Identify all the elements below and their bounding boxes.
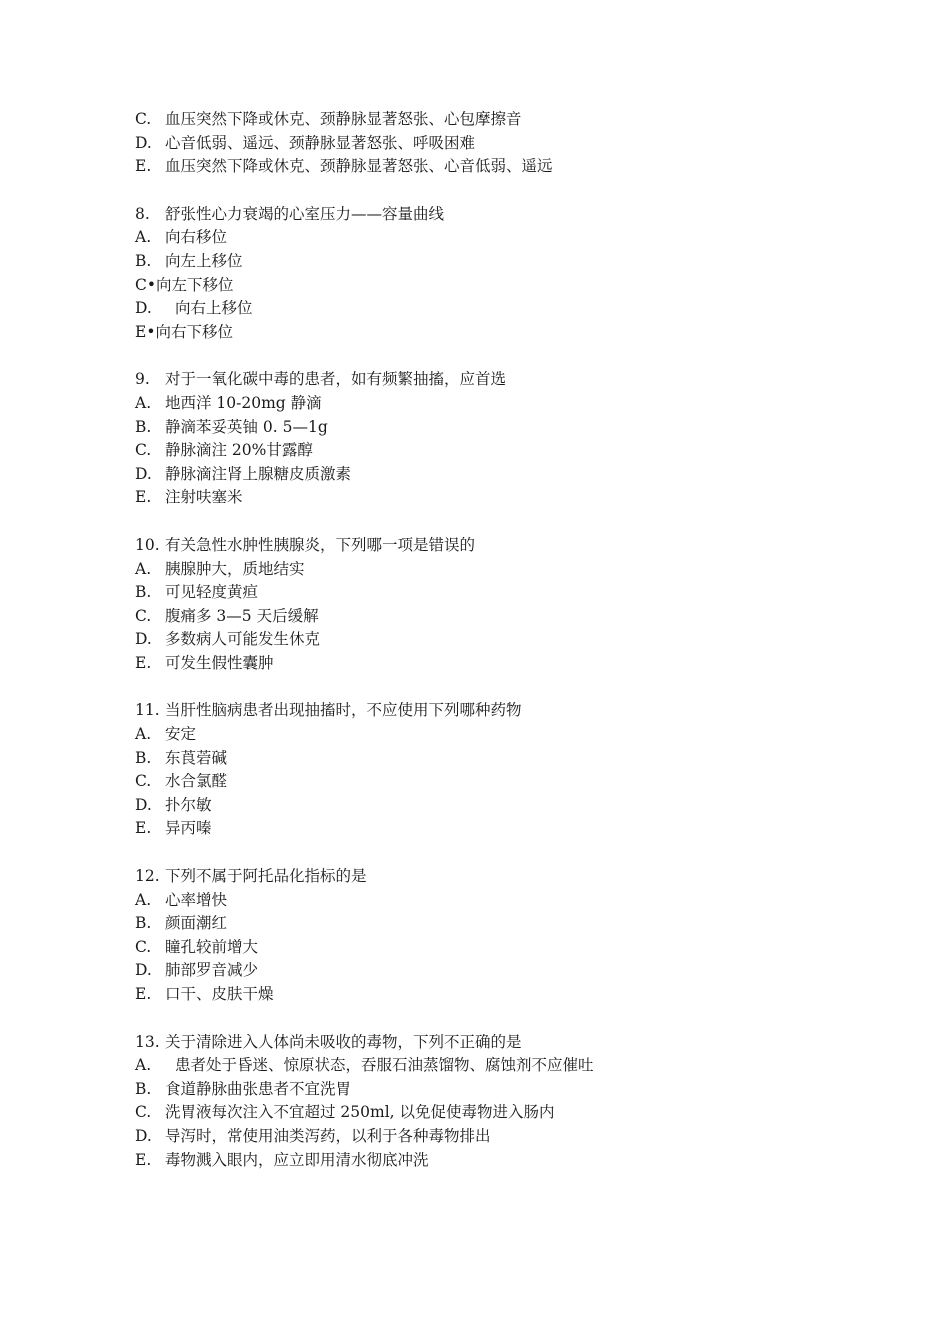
option-text: 水合氯醛 <box>165 772 228 791</box>
option-line <box>135 889 895 913</box>
question-block <box>135 699 895 841</box>
option-text: 血压突然下降或休克、颈静脉显著怒张、心包摩擦音 <box>165 110 522 128</box>
option-line <box>135 817 895 841</box>
document-page <box>135 108 895 1172</box>
option-line <box>135 392 895 416</box>
question-line <box>135 865 895 889</box>
question-line <box>135 203 895 227</box>
option-line <box>135 747 895 771</box>
option-label: A. <box>135 228 152 247</box>
question-block <box>135 865 895 1007</box>
option-line <box>135 1101 895 1125</box>
option-label: D. <box>135 1126 152 1145</box>
option-text: 瞳孔较前增大 <box>165 937 259 956</box>
option-text: 异丙嗪 <box>165 819 212 838</box>
block-spacer <box>135 841 895 865</box>
option-text: 颜面潮红 <box>165 914 228 933</box>
question-block <box>135 108 895 179</box>
option-line <box>135 1054 895 1078</box>
option-line <box>135 652 895 676</box>
option-label: D. <box>135 795 152 814</box>
option-text: 食道静脉曲张患者不宜洗胃 <box>165 1079 352 1098</box>
question-block <box>135 1031 895 1173</box>
block-spacer <box>135 344 895 368</box>
option-text: 血压突然下降或休克、颈静脉显著怒张、心音低弱、遥远 <box>165 157 553 176</box>
option-line <box>135 959 895 983</box>
option-text: 向右移位 <box>165 228 228 247</box>
option-line <box>135 1078 895 1102</box>
option-label: B. <box>135 583 152 602</box>
option-line <box>135 794 895 818</box>
option-line <box>135 416 895 440</box>
block-spacer <box>135 510 895 534</box>
option-line <box>135 321 895 345</box>
option-label: A. <box>135 890 152 909</box>
option-label: C. <box>135 1103 152 1122</box>
option-label: D. <box>135 133 152 152</box>
option-text: 口干、皮肤干燥 <box>165 985 274 1003</box>
option-label: D. <box>135 464 152 483</box>
question-block <box>135 368 895 510</box>
option-label: C. <box>135 772 152 791</box>
option-text: 静滴苯妥英铀 0. 5—1g <box>165 417 328 436</box>
option-text: 可见轻度黄疸 <box>165 583 259 602</box>
option-label: D. <box>135 961 152 980</box>
option-label: C. <box>135 606 152 625</box>
option-text: 胰腺肿大，质地结实 <box>165 559 305 578</box>
option-text: 地西洋 10-20mg 静滴 <box>165 393 322 412</box>
option-text: 注射呋塞米 <box>165 488 243 507</box>
option-label: E. <box>135 653 152 672</box>
question-text: 舒张性心力衰竭的心室压力——容量曲线 <box>165 204 445 223</box>
option-line <box>135 155 895 179</box>
option-line <box>135 912 895 936</box>
option-text: 肺部罗音减少 <box>165 961 259 980</box>
option-text: 多数病人可能发生休克 <box>165 630 321 649</box>
option-text: 向左下移位 <box>156 275 234 294</box>
option-line <box>135 108 895 132</box>
block-spacer <box>135 675 895 699</box>
option-label: B. <box>135 748 152 767</box>
block-spacer <box>135 179 895 203</box>
question-text: 有关急性水肿性胰腺炎，下列哪一项是错误的 <box>165 535 476 554</box>
option-line <box>135 558 895 582</box>
question-number: 9. <box>135 370 150 389</box>
question-text: 对于一氧化碳中毒的患者，如有频繁抽搐，应首选 <box>165 370 507 389</box>
option-text: 静脉滴注 20%甘露醇 <box>165 441 313 460</box>
option-text: 心率增快 <box>165 890 228 909</box>
option-label: C. <box>135 937 152 956</box>
option-line <box>135 274 895 298</box>
option-label: B. <box>135 914 152 933</box>
option-label: E. <box>135 985 152 1003</box>
option-label: E• <box>135 322 156 341</box>
option-label: C. <box>135 441 152 460</box>
option-text: 向左上移位 <box>165 251 243 270</box>
option-label: E. <box>135 1150 152 1169</box>
question-block <box>135 534 895 676</box>
option-label: E. <box>135 819 152 838</box>
option-text: 洗胃液每次注入不宜超过 250ml, 以免促使毒物进入肠内 <box>165 1103 555 1122</box>
question-number: 10. <box>135 535 160 554</box>
option-text: 向右上移位 <box>175 299 253 318</box>
option-text: 东莨菪碱 <box>165 748 228 767</box>
option-line <box>135 250 895 274</box>
block-spacer <box>135 1007 895 1031</box>
option-label: E. <box>135 488 152 507</box>
question-number: 11. <box>135 701 160 720</box>
option-label: C• <box>135 275 157 294</box>
option-line <box>135 226 895 250</box>
option-label: D. <box>135 299 152 318</box>
option-line <box>135 486 895 510</box>
question-line <box>135 1031 895 1055</box>
option-text: 静脉滴注肾上腺糖皮质激素 <box>165 464 352 483</box>
question-text: 关于清除进入人体尚未吸收的毒物，下列不正确的是 <box>165 1032 522 1051</box>
option-text: 腹痛多 3—5 天后缓解 <box>165 606 319 625</box>
option-text: 毒物溅入眼内，应立即用清水彻底冲洗 <box>165 1150 429 1169</box>
option-line <box>135 605 895 629</box>
option-line <box>135 1149 895 1173</box>
option-line <box>135 1125 895 1149</box>
option-label: B. <box>135 1079 152 1098</box>
option-line <box>135 463 895 487</box>
option-line <box>135 439 895 463</box>
question-number: 13. <box>135 1032 160 1051</box>
option-text: 心音低弱、遥远、颈静脉显著怒张、呼吸困难 <box>165 133 476 152</box>
option-label: D. <box>135 630 152 649</box>
option-label: A. <box>135 1056 152 1075</box>
question-text: 下列不属于阿托品化指标的是 <box>165 867 367 886</box>
option-text: 导泻时，常使用油类泻药，以利于各种毒物排出 <box>165 1126 491 1145</box>
option-label: B. <box>135 251 152 270</box>
option-label: A. <box>135 725 152 744</box>
option-text: 可发生假性囊肿 <box>165 653 274 672</box>
option-text: 患者处于昏迷、惊原状态，吞服石油蒸馏物、腐蚀剂不应催吐 <box>175 1056 594 1075</box>
question-line <box>135 699 895 723</box>
question-block <box>135 203 895 345</box>
option-line <box>135 936 895 960</box>
question-line <box>135 534 895 558</box>
option-text: 扑尔敏 <box>165 795 212 814</box>
question-line <box>135 368 895 392</box>
option-label: A. <box>135 393 152 412</box>
question-number: 8. <box>135 204 150 223</box>
option-line <box>135 297 895 321</box>
option-label: E. <box>135 157 152 176</box>
question-number: 12. <box>135 867 160 886</box>
option-line <box>135 770 895 794</box>
option-line <box>135 723 895 747</box>
option-text: 向右下移位 <box>155 322 233 341</box>
option-label: B. <box>135 417 152 436</box>
option-line <box>135 983 895 1007</box>
option-line <box>135 132 895 156</box>
question-text: 当肝性脑病患者出现抽搐时，不应使用下列哪种药物 <box>165 701 522 720</box>
option-line <box>135 628 895 652</box>
option-label: C. <box>135 110 152 128</box>
option-line <box>135 581 895 605</box>
option-text: 安定 <box>165 725 197 744</box>
option-label: A. <box>135 559 152 578</box>
